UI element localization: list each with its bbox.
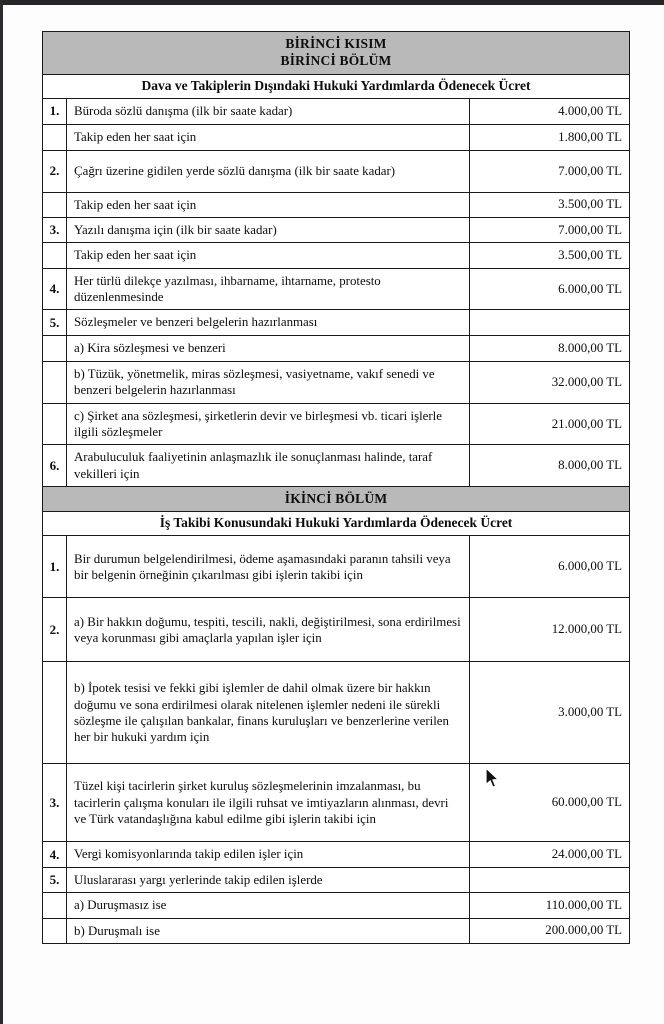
- table-row: [43, 445, 630, 487]
- table-row: [43, 98, 630, 124]
- table-row: [43, 598, 630, 662]
- row-number: 1.: [43, 98, 67, 124]
- row-number: [43, 893, 67, 918]
- row-price: 3.500,00 TL: [470, 243, 630, 268]
- row-number: 1.: [43, 536, 67, 598]
- table-row: [43, 217, 630, 242]
- section2-subheading: İş Takibi Konusundaki Hukuki Yardımlarda Ödenecek Ücret: [43, 512, 630, 536]
- table-row: [43, 662, 630, 764]
- section2-banner-row: [43, 487, 630, 512]
- table-row: [43, 268, 630, 310]
- row-price: 8.000,00 TL: [470, 335, 630, 361]
- row-number: 6.: [43, 445, 67, 487]
- table-row: [43, 764, 630, 842]
- row-description: Her türlü dilekçe yazılması, ihbarname, ihtarname, protesto düzenlenmesinde: [67, 268, 470, 310]
- table-body: [43, 32, 630, 944]
- table-row: [43, 842, 630, 867]
- row-price: 1.800,00 TL: [470, 124, 630, 150]
- row-number: [43, 243, 67, 268]
- row-price: 32.000,00 TL: [470, 361, 630, 403]
- row-price: 24.000,00 TL: [470, 842, 630, 867]
- row-description: b) Duruşmalı ise: [67, 918, 470, 943]
- table-row: [43, 335, 630, 361]
- row-description: a) Kira sözleşmesi ve benzeri: [67, 335, 470, 361]
- row-number: [43, 192, 67, 217]
- row-number: 4.: [43, 842, 67, 867]
- table-row: [43, 150, 630, 192]
- row-price: 8.000,00 TL: [470, 445, 630, 487]
- row-number: 5.: [43, 310, 67, 335]
- row-description: Uluslararası yargı yerlerinde takip edilen işlerde: [67, 867, 470, 892]
- row-description: Sözleşmeler ve benzeri belgelerin hazırlanması: [67, 310, 470, 335]
- row-description: Tüzel kişi tacirlerin şirket kuruluş sözleşmelerinin imzalanması, bu tacirlerin çalışma konuları ile ilgili ruhsat ve imtiyazların alınması, devri ve Türk vatandaşlığına kabul edilme gibi işlerin takibi için: [67, 764, 470, 842]
- row-description: Arabuluculuk faaliyetinin anlaşmazlık ile sonuçlanması halinde, taraf vekilleri için: [67, 445, 470, 487]
- row-price: [470, 867, 630, 892]
- row-price: [470, 310, 630, 335]
- row-price: 3.000,00 TL: [470, 662, 630, 764]
- table-row: [43, 243, 630, 268]
- row-price: 3.500,00 TL: [470, 192, 630, 217]
- row-price: 6.000,00 TL: [470, 268, 630, 310]
- row-price: 60.000,00 TL: [470, 764, 630, 842]
- table-row: [43, 403, 630, 445]
- table-row: [43, 361, 630, 403]
- section2-subheading-row: [43, 512, 630, 536]
- scan-edge-left: [0, 0, 3, 1024]
- fee-schedule-table: [42, 31, 630, 944]
- table-row: [43, 893, 630, 918]
- table-row: [43, 918, 630, 943]
- row-description: a) Bir hakkın doğumu, tespiti, tescili, nakli, değiştirilmesi, sona erdirilmesi veya korunması gibi amaçlarla yapılan işler için: [67, 598, 470, 662]
- row-number: 2.: [43, 150, 67, 192]
- row-price: 21.000,00 TL: [470, 403, 630, 445]
- row-price: 4.000,00 TL: [470, 98, 630, 124]
- row-description: b) Tüzük, yönetmelik, miras sözleşmesi, vasiyetname, vakıf senedi ve benzeri belgelerin hazırlanması: [67, 361, 470, 403]
- row-number: [43, 662, 67, 764]
- row-number: 3.: [43, 217, 67, 242]
- row-description: b) İpotek tesisi ve fekki gibi işlemler de dahil olmak üzere bir hakkın doğumu ve sona erdirilmesi olarak nitelenen işlemler nedeni ile sürekli sözleşme ile çalışılan bankalar, finans kuruluşları ve benzerlerine verilen her bir hukuki yardım için: [67, 662, 470, 764]
- row-number: [43, 335, 67, 361]
- row-number: 5.: [43, 867, 67, 892]
- row-number: 2.: [43, 598, 67, 662]
- section1-banner: [43, 32, 630, 75]
- row-number: 4.: [43, 268, 67, 310]
- row-price: 12.000,00 TL: [470, 598, 630, 662]
- section1-heading: BİRİNCİ BÖLÜM: [280, 53, 392, 69]
- row-price: 7.000,00 TL: [470, 217, 630, 242]
- row-description: a) Duruşmasız ise: [67, 893, 470, 918]
- row-description: Takip eden her saat için: [67, 192, 470, 217]
- row-price: 6.000,00 TL: [470, 536, 630, 598]
- section1-subheading: Dava ve Takiplerin Dışındaki Hukuki Yardımlarda Ödenecek Ücret: [43, 74, 630, 98]
- row-number: [43, 124, 67, 150]
- section1-banner-row: [43, 32, 630, 75]
- section1-subheading-row: [43, 74, 630, 98]
- section2-heading: İKİNCİ BÖLÜM: [43, 487, 630, 512]
- row-price: 7.000,00 TL: [470, 150, 630, 192]
- table-row: [43, 310, 630, 335]
- row-number: [43, 403, 67, 445]
- row-price: 110.000,00 TL: [470, 893, 630, 918]
- scan-edge-top: [0, 0, 664, 5]
- table-row: [43, 192, 630, 217]
- row-number: [43, 361, 67, 403]
- row-description: Çağrı üzerine gidilen yerde sözlü danışma (ilk bir saate kadar): [67, 150, 470, 192]
- row-description: Büroda sözlü danışma (ilk bir saate kadar): [67, 98, 470, 124]
- row-description: Takip eden her saat için: [67, 243, 470, 268]
- row-description: Takip eden her saat için: [67, 124, 470, 150]
- table-row: [43, 867, 630, 892]
- table-row: [43, 536, 630, 598]
- row-description: Vergi komisyonlarında takip edilen işler için: [67, 842, 470, 867]
- row-price: 200.000,00 TL: [470, 918, 630, 943]
- row-number: [43, 918, 67, 943]
- part-title: BİRİNCİ KISIM: [285, 36, 387, 51]
- table-row: [43, 124, 630, 150]
- row-number: 3.: [43, 764, 67, 842]
- row-description: c) Şirket ana sözleşmesi, şirketlerin devir ve birleşmesi vb. ticari işlerle ilgili sözleşmeler: [67, 403, 470, 445]
- row-description: Bir durumun belgelendirilmesi, ödeme aşamasındaki paranın tahsili veya bir belgenin örneğinin çıkarılması gibi işlerin takibi için: [67, 536, 470, 598]
- row-description: Yazılı danışma için (ilk bir saate kadar): [67, 217, 470, 242]
